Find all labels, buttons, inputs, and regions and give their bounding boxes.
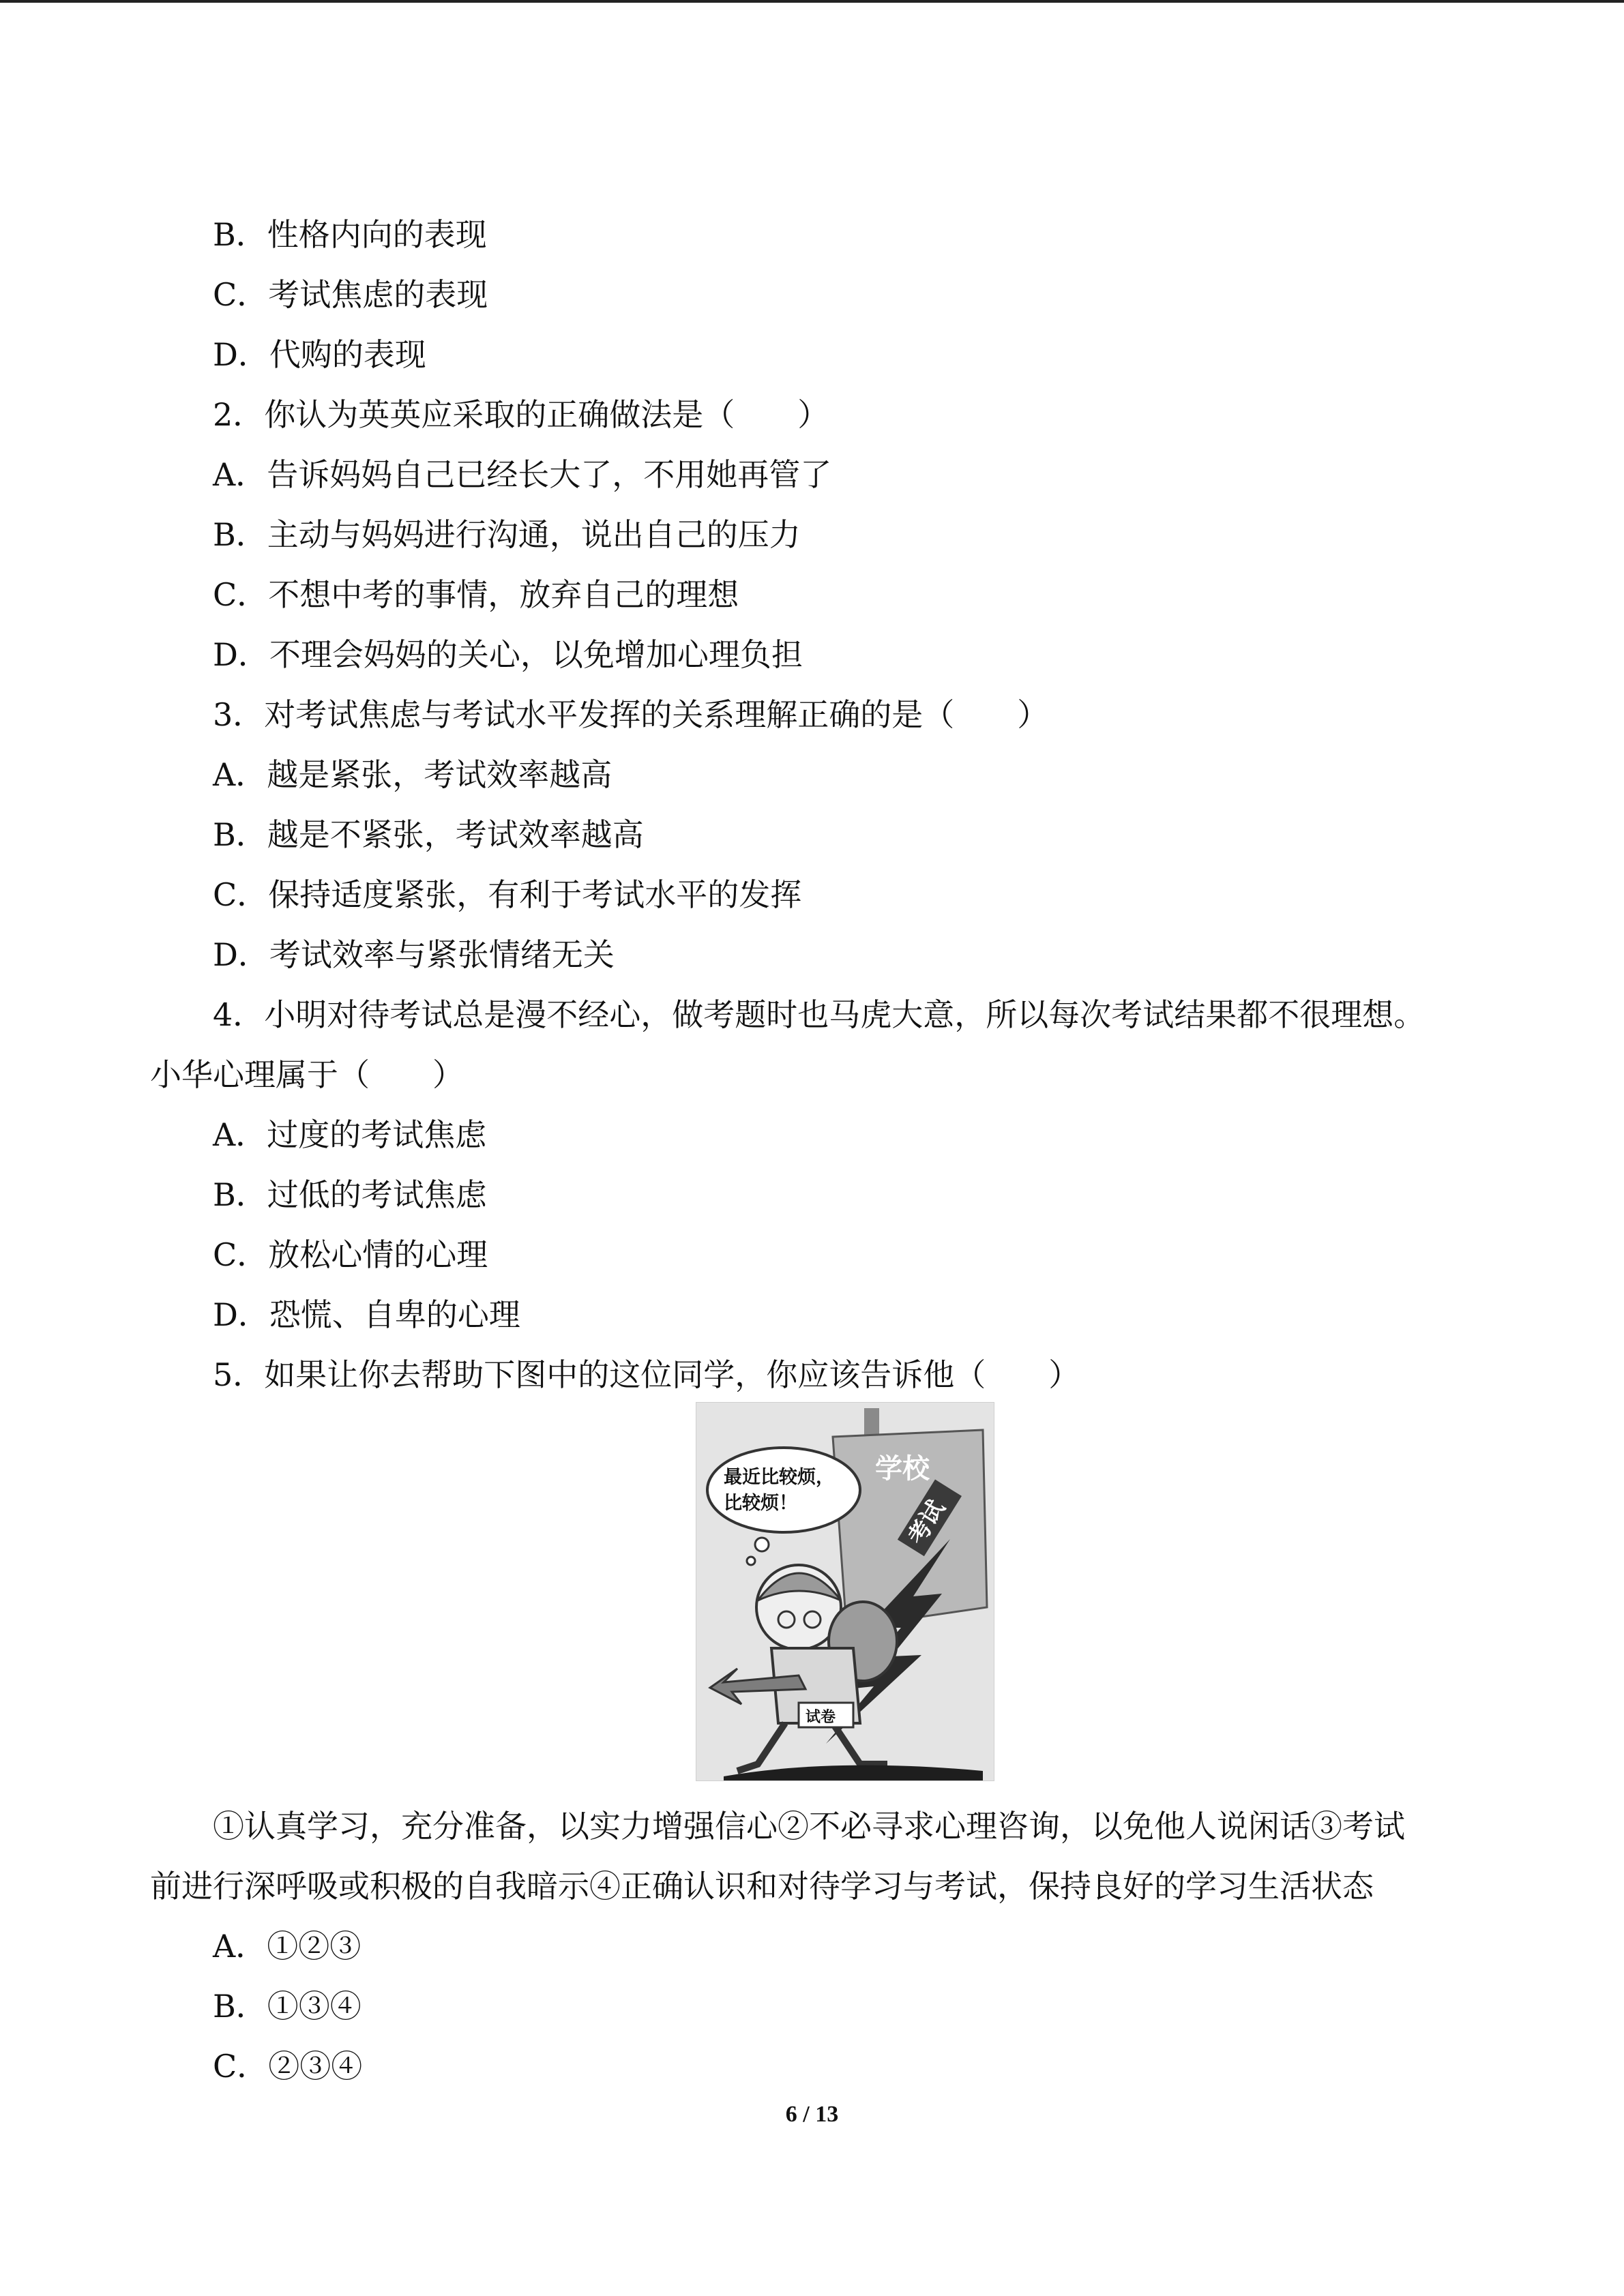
q2-option-b: B．主动与妈妈进行沟通，说出自己的压力 (213, 516, 801, 553)
speech-bubble-line2: 比较烦！ (724, 1493, 797, 1514)
q4-option-d: D．恐慌、自卑的心理 (213, 1296, 520, 1333)
q5-option-b: B．①③④ (213, 1988, 361, 2025)
q2-option-a: A．告诉妈妈自己已经长大了，不用她再管了 (213, 456, 832, 493)
q2-option-d: D．不理会妈妈的关心，以免增加心理负担 (213, 636, 803, 673)
q4-stem-continued: 小华心理属于（ ） (150, 1056, 464, 1093)
q2-option-c: C．不想中考的事情，放弃自己的理想 (213, 576, 739, 613)
q5-statements-continued: 前进行深呼吸或积极的自我暗示④正确认识和对待学习与考试，保持良好的学习生活状态 (150, 1868, 1374, 1905)
paper-label: 试卷 (806, 1709, 836, 1726)
cartoon-figure (696, 1402, 994, 1781)
q3-option-d: D．考试效率与紧张情绪无关 (213, 936, 615, 973)
exam-tag-label: 考试 (902, 1495, 951, 1550)
school-flag-label: 学校 (875, 1453, 930, 1485)
page-number: 6 / 13 (785, 2102, 839, 2127)
q1-option-b: B．性格内向的表现 (213, 216, 487, 253)
q3-option-b: B．越是不紧张，考试效率越高 (213, 816, 644, 853)
q4-option-c: C．放松心情的心理 (213, 1236, 488, 1273)
top-border (0, 0, 1624, 3)
q4-option-b: B．过低的考试焦虑 (213, 1176, 487, 1213)
q2-stem: 2．你认为英英应采取的正确做法是（ ） (213, 396, 829, 433)
q4-stem: 4．小明对待考试总是漫不经心，做考题时也马虎大意，所以每次考试结果都不很理想。 (213, 996, 1426, 1033)
q3-option-c: C．保持适度紧张，有利于考试水平的发挥 (213, 876, 802, 913)
q3-stem: 3．对考试焦虑与考试水平发挥的关系理解正确的是（ ） (213, 696, 1049, 733)
q5-option-c: C．②③④ (213, 2048, 363, 2085)
q5-stem: 5．如果让你去帮助下图中的这位同学，你应该告诉他（ ） (213, 1356, 1080, 1393)
q4-option-a: A．过度的考试焦虑 (213, 1116, 487, 1153)
speech-bubble-line1: 最近比较烦， (724, 1467, 834, 1488)
q1-option-c: C．考试焦虑的表现 (213, 276, 488, 313)
q3-option-a: A．越是紧张，考试效率越高 (213, 756, 612, 793)
stressed-student-illustration (696, 1403, 994, 1780)
q1-option-d: D．代购的表现 (213, 336, 426, 373)
q5-statements: ①认真学习，充分准备，以实力增强信心②不必寻求心理咨询，以免他人说闲话③考试 (213, 1808, 1405, 1845)
q5-option-a: A．①②③ (213, 1928, 361, 1965)
